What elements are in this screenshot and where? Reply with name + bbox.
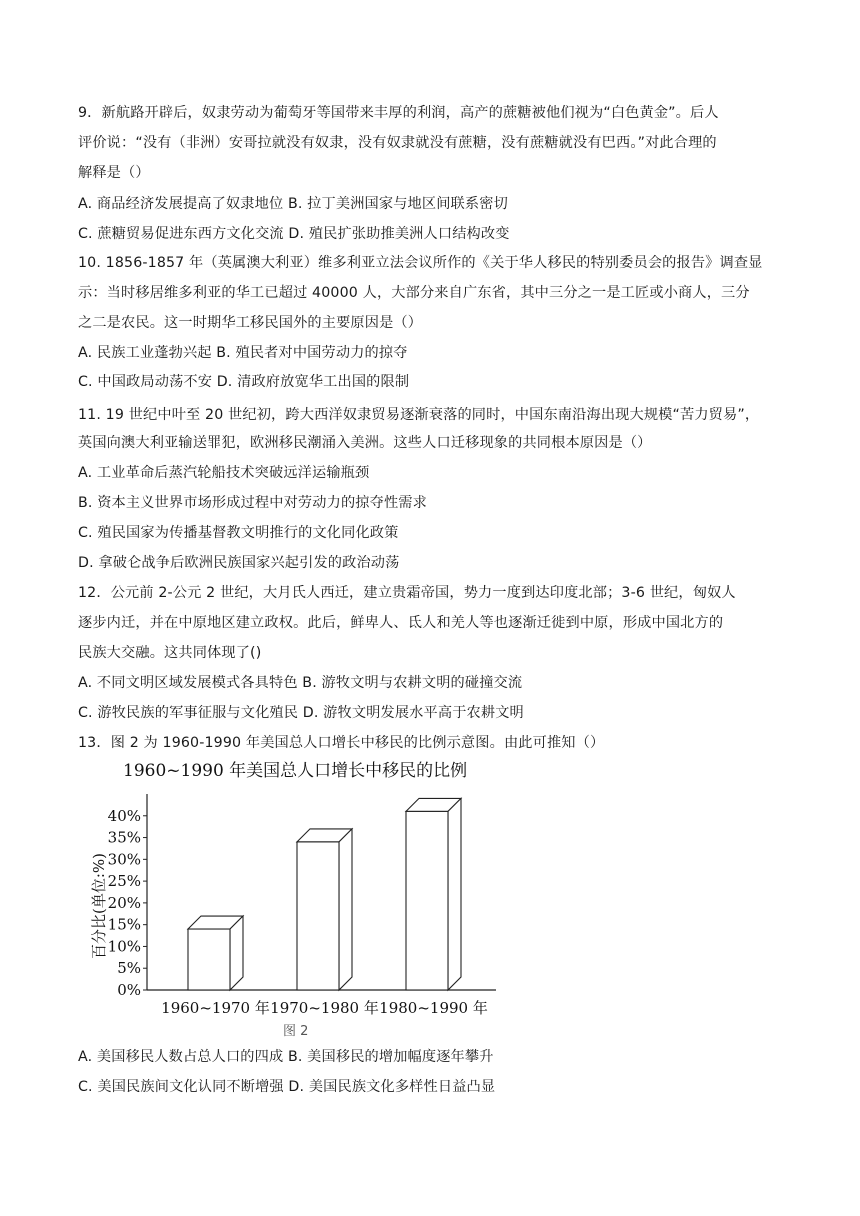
q10-stem-line-1: 10. 1856-1857 年（英属澳大利亚）维多利亚立法会议所作的《关于华人移民的特别委员会的报告》调查显 [78,255,763,271]
q12-stem-line-1: 12．公元前 2-公元 2 世纪，大月氏人西迁，建立贵霜帝国，势力一度到达印度北部；3-6 世纪，匈奴人 [78,585,736,601]
q11-option-a: A. 工业革命后蒸汽轮船技术突破远洋运输瓶颈 [78,465,370,481]
immigration-bar-chart [78,756,518,1020]
bar [406,798,461,990]
figure-caption: 图 2 [283,1024,309,1039]
q13-option-cd: C. 美国民族间文化认同不断增强 D. 美国民族文化多样性日益凸显 [78,1079,496,1095]
q9-stem-line-3: 解释是（） [78,165,150,181]
y-tick-label: 15% [107,915,141,934]
q13-stem-line-1: 13．图 2 为 1960-1990 年美国总人口增长中移民的比例示意图。由此可推知（） [78,735,605,751]
y-tick-label: 40% [107,806,141,825]
bar-side-face [448,798,461,990]
q13-option-ab: A. 美国移民人数占总人口的四成 B. 美国移民的增加幅度逐年攀升 [78,1049,494,1065]
q10-option-ab: A. 民族工业蓬勃兴起 B. 殖民者对中国劳动力的掠夺 [78,345,408,361]
bar-side-face [230,916,243,990]
bar-side-face [339,829,352,990]
y-tick-label: 30% [107,850,141,869]
q11-stem-line-2: 英国向澳大利亚输送罪犯，欧洲移民潮涌入美洲。这些人口迁移现象的共同根本原因是（） [78,435,652,451]
bar-front-face [188,929,230,990]
y-tick-label: 0% [117,981,141,999]
q12-option-cd: C. 游牧民族的军事征服与文化殖民 D. 游牧文明发展水平高于农耕文明 [78,705,524,721]
y-tick-label: 35% [107,828,141,847]
y-tick-label: 25% [107,872,141,891]
y-tick-label: 10% [107,937,141,956]
q10-option-cd: C. 中国政局动荡不安 D. 清政府放宽华工出国的限制 [78,374,410,390]
bar [297,829,352,990]
bar-front-face [406,811,448,990]
y-tick-label: 5% [117,959,141,978]
q12-stem-line-2: 逐步内迁，并在中原地区建立政权。此后，鲜卑人、氐人和羌人等也逐渐迁徙到中原，形成中国北方的 [78,615,724,631]
q11-option-c: C. 殖民国家为传播基督教文明推行的文化同化政策 [78,525,399,541]
bar-front-face [297,842,339,990]
q11-stem-line-1: 11. 19 世纪中叶至 20 世纪初，跨大西洋奴隶贸易逐渐衰落的同时，中国东南沿海出现大规模“苦力贸易”， [78,407,760,423]
chart-title: 1960~1990 年美国总人口增长中移民的比例 [123,761,468,781]
q9-stem-line-1: 9．新航路开辟后，奴隶劳动为葡萄牙等国带来丰厚的利润，高产的蔗糖被他们视为“白色黄金”。后人 [78,105,719,121]
q11-option-b: B. 资本主义世界市场形成过程中对劳动力的掠夺性需求 [78,495,427,511]
q9-option-cd: C. 蔗糖贸易促进东西方文化交流 D. 殖民扩张助推美洲人口结构改变 [78,226,510,242]
q12-option-ab: A. 不同文明区域发展模式各具特色 B. 游牧文明与农耕文明的碰撞交流 [78,675,523,691]
q9-stem-line-2: 评价说：“没有（非洲）安哥拉就没有奴隶，没有奴隶就没有蔗糖，没有蔗糖就没有巴西。”对此合理的 [78,135,717,151]
y-tick-label: 20% [107,893,141,912]
q12-stem-line-3: 民族大交融。这共同体现了() [78,645,262,661]
q9-option-ab: A. 商品经济发展提高了奴隶地位 B. 拉丁美洲国家与地区间联系密切 [78,196,508,212]
bar [188,916,243,990]
q10-stem-line-3: 之二是农民。这一时期华工移民国外的主要原因是（） [78,315,423,331]
chart-y-axis-label: 百分比(单位:%) [90,852,108,960]
q10-stem-line-2: 示：当时移居维多利亚的华工已超过 40000 人，大部分来自广东省，其中三分之一是工匠或小商人，三分 [78,285,750,301]
x-tick-label: 1960~1970 年 [161,999,270,1017]
x-tick-label: 1980~1990 年 [379,999,488,1017]
q11-option-d: D. 拿破仑战争后欧洲民族国家兴起引发的政治动荡 [78,555,400,571]
x-tick-label: 1970~1980 年 [270,999,379,1017]
